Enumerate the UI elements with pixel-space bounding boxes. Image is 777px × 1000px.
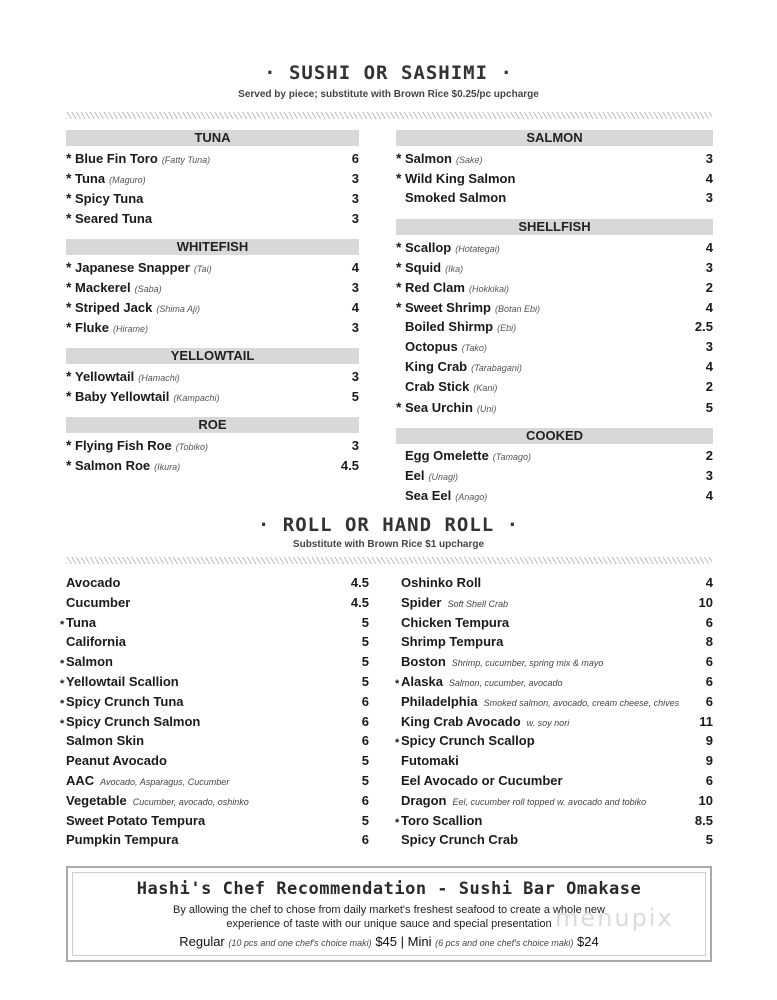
item-name: Sea Eel [405, 488, 452, 503]
menu-item [66, 210, 359, 230]
omakase-description: By allowing the chef to chose from daily market's freshest seafood to create a whole new experience of taste with our unique sauce and special presentation [173, 904, 605, 930]
omakase-regular-price: $45 [375, 934, 398, 949]
item-name: Philadelphia [401, 693, 478, 709]
menu-item [66, 368, 359, 388]
item-description: Avocado, Asparagus, Cucumber [100, 776, 230, 787]
sushi-right-column [396, 130, 713, 508]
menu-category [396, 130, 713, 210]
item-name: Spicy Tuna [75, 191, 144, 206]
raw-item-marker: * [66, 210, 72, 226]
menu-item [66, 279, 359, 299]
item-name: King Crab Avocado [401, 713, 521, 729]
roll-item [401, 575, 713, 595]
item-price: 4 [705, 171, 713, 186]
item-name: Blue Fin Toro [75, 151, 158, 166]
menu-item [66, 150, 359, 170]
item-price: 6 [361, 832, 369, 848]
item-name: Spicy Crunch Crab [401, 832, 519, 848]
item-japanese-name: (Kampachi) [173, 393, 220, 403]
item-name: Avocado [66, 575, 121, 590]
roll-right-column [395, 575, 713, 852]
menu-item [396, 399, 713, 419]
raw-item-marker: * [66, 368, 72, 384]
menu-item [66, 319, 359, 339]
menu-item [396, 259, 713, 279]
item-name: King Crab [405, 359, 468, 374]
item-name: Fluke [75, 320, 109, 335]
item-price: 3 [705, 151, 713, 166]
item-name: Salmon Roe [75, 458, 151, 473]
item-name: Sweet Shrimp [405, 300, 491, 315]
menu-item [396, 379, 713, 399]
raw-item-marker: * [396, 259, 402, 275]
item-japanese-name: (Hirame) [112, 324, 148, 334]
raw-item-marker: * [66, 299, 72, 315]
roll-item [66, 753, 369, 773]
item-price: 6 [705, 693, 713, 709]
omakase-pricing [73, 934, 705, 949]
raw-item-marker: * [66, 259, 72, 275]
roll-item [395, 812, 713, 833]
item-price: 3 [351, 211, 359, 226]
item-name: Chicken Tempura [401, 614, 510, 630]
roll-item [401, 634, 713, 654]
item-japanese-name: (Tobiko) [175, 442, 208, 452]
item-name: Smoked Salmon [405, 190, 507, 205]
item-price: 6 [361, 713, 369, 729]
item-price: 3 [351, 320, 359, 335]
item-price: 5 [705, 832, 713, 848]
item-description: Shrimp, cucumber, spring mix & mayo [451, 658, 604, 669]
omakase-mini-label: Mini [407, 934, 432, 949]
item-price: 6 [361, 733, 369, 749]
raw-item-marker: * [396, 239, 402, 255]
roll-item [66, 634, 369, 654]
menu-item [396, 319, 713, 339]
menu-item [396, 468, 713, 488]
roll-item [60, 673, 369, 694]
roll-item [66, 832, 369, 852]
item-price: 5 [361, 753, 369, 769]
roll-item [401, 773, 713, 793]
item-name: Dragon [401, 792, 447, 808]
item-name: Futomaki [401, 753, 459, 769]
item-japanese-name: (Anago) [455, 492, 488, 502]
item-price: 6 [705, 673, 713, 689]
item-name: Eel [405, 468, 425, 483]
menu-item [396, 170, 713, 190]
item-japanese-name: (Hamachi) [138, 373, 180, 383]
item-price: 9 [705, 733, 713, 749]
item-price: 10 [698, 792, 713, 808]
roll-section-title: · ROLL OR HAND ROLL · [257, 514, 520, 536]
item-price: 4 [705, 300, 713, 315]
roll-item [395, 673, 713, 694]
item-price: 3 [705, 260, 713, 275]
item-price: 5 [361, 772, 369, 788]
raw-item-marker: * [66, 457, 72, 473]
raw-item-marker: * [66, 437, 72, 453]
roll-item [395, 733, 713, 753]
item-name: Sea Urchin [405, 400, 473, 415]
item-name: Japanese Snapper [75, 260, 190, 275]
roll-item [401, 753, 713, 773]
item-price: 4.5 [350, 575, 369, 590]
omakase-separator: | [400, 934, 405, 949]
item-price: 9 [705, 753, 713, 769]
roll-item [401, 793, 713, 813]
item-price: 3 [351, 171, 359, 186]
item-price: 11 [699, 713, 713, 729]
item-price: 2 [705, 448, 713, 463]
item-name: Egg Omelette [405, 448, 489, 463]
zigzag-divider [66, 112, 712, 119]
item-price: 5 [351, 389, 359, 404]
category-header: TUNA [66, 130, 359, 146]
item-description: w. soy nori [526, 717, 570, 728]
item-price: 6 [705, 614, 713, 630]
item-price: 4.5 [340, 458, 359, 473]
item-name: Pumpkin Tempura [66, 832, 179, 848]
item-price: 2.5 [694, 319, 713, 334]
item-japanese-name: (Tarabagani) [471, 363, 522, 373]
item-description: Cucumber, avocado, oshinko [132, 796, 249, 807]
item-japanese-name: (Tako) [461, 343, 487, 353]
roll-item [401, 595, 713, 615]
item-description: Salmon, cucumber, avocado [448, 677, 563, 688]
menu-category [66, 348, 359, 408]
roll-item [66, 773, 369, 793]
item-japanese-name: (Fatty Tuna) [161, 155, 211, 165]
item-price: 8 [705, 634, 713, 650]
raw-item-marker: * [60, 717, 65, 730]
menu-item [66, 170, 359, 190]
omakase-title: Hashi's Chef Recommendation - Sushi Bar Omakase [136, 879, 642, 899]
roll-item [60, 654, 369, 674]
item-price: 3 [705, 339, 713, 354]
item-price: 4 [351, 300, 359, 315]
sushi-section-title: · SUSHI OR SASHIMI · [264, 62, 513, 84]
raw-item-marker: * [66, 150, 72, 166]
menu-category [66, 417, 359, 477]
item-price: 10 [698, 594, 713, 610]
sushi-section-subtitle: Served by piece; substitute with Brown Rice $0.25/pc upcharge [238, 89, 539, 100]
raw-item-marker: * [396, 279, 402, 295]
item-name: Yellowtail Scallion [66, 673, 179, 689]
item-name: Squid [405, 260, 442, 275]
item-name: Yellowtail [75, 369, 135, 384]
raw-item-marker: * [60, 677, 65, 690]
menu-item [66, 388, 359, 408]
watermark: menupix [555, 904, 674, 932]
item-name: Baby Yellowtail [75, 389, 170, 404]
roll-item [66, 813, 369, 833]
item-japanese-name: (Hotategai) [455, 244, 500, 254]
menu-item [396, 359, 713, 379]
roll-item [66, 575, 369, 595]
omakase-regular-note: (10 pcs and one chef's choice maki) [228, 938, 372, 948]
raw-item-marker: * [66, 170, 72, 186]
item-price: 2 [705, 379, 713, 394]
item-japanese-name: (Unagi) [428, 472, 459, 482]
item-price: 5 [361, 812, 369, 828]
item-price: 2 [705, 280, 713, 295]
item-price: 5 [361, 634, 369, 650]
item-price: 3 [705, 468, 713, 483]
item-name: Shrimp Tempura [401, 634, 504, 650]
menu-item [396, 150, 713, 170]
roll-section-subtitle: Substitute with Brown Rice $1 upcharge [292, 539, 485, 550]
menu-category [66, 239, 359, 339]
item-name: Spicy Crunch Salmon [66, 713, 201, 729]
menu-category [396, 428, 713, 508]
roll-item [66, 793, 369, 813]
item-price: 4 [705, 240, 713, 255]
item-price: 4 [705, 575, 713, 590]
item-name: Red Clam [405, 280, 465, 295]
roll-left-column [60, 575, 369, 852]
item-name: Salmon [66, 654, 113, 670]
item-japanese-name: (Ikura) [154, 462, 181, 472]
omakase-regular-label: Regular [179, 934, 225, 949]
roll-item [60, 713, 369, 734]
item-name: Spider [401, 594, 442, 610]
category-header: SALMON [396, 130, 713, 146]
category-header: SHELLFISH [396, 219, 713, 235]
item-price: 3 [705, 190, 713, 205]
item-price: 6 [361, 693, 369, 709]
item-japanese-name: (Ika) [445, 264, 464, 274]
menu-item [66, 190, 359, 210]
raw-item-marker: * [60, 618, 65, 631]
item-name: Vegetable [66, 792, 127, 808]
menu-item [66, 437, 359, 457]
item-price: 4 [351, 260, 359, 275]
raw-item-marker: * [60, 697, 65, 710]
zigzag-divider [66, 557, 712, 564]
item-price: 6 [361, 792, 369, 808]
roll-item [401, 615, 713, 635]
item-name: Spicy Crunch Scallop [401, 733, 535, 749]
omakase-mini-note: (6 pcs and one chef's choice maki) [435, 938, 574, 948]
item-name: Crab Stick [405, 379, 470, 394]
item-japanese-name: (Tamago) [492, 452, 531, 462]
item-japanese-name: (Ebi) [497, 323, 517, 333]
raw-item-marker: * [66, 319, 72, 335]
item-name: Scallop [405, 240, 452, 255]
raw-item-marker: * [395, 737, 400, 750]
item-name: Tuna [66, 614, 97, 630]
category-header: WHITEFISH [66, 239, 359, 255]
menu-item [396, 488, 713, 508]
item-japanese-name: (Maguro) [109, 175, 146, 185]
item-name: Seared Tuna [75, 211, 153, 226]
item-price: 4 [705, 488, 713, 503]
menu-item [396, 279, 713, 299]
item-japanese-name: (Uni) [476, 404, 497, 414]
raw-item-marker: * [66, 190, 72, 206]
item-price: 4.5 [350, 594, 369, 610]
item-name: Striped Jack [75, 300, 153, 315]
item-name: Toro Scallion [401, 812, 483, 828]
raw-item-marker: * [60, 658, 65, 671]
menu-category [66, 130, 359, 230]
item-price: 8.5 [694, 812, 713, 828]
item-price: 6 [705, 772, 713, 788]
item-description: Soft Shell Crab [447, 598, 508, 609]
raw-item-marker: * [396, 399, 402, 415]
item-description: Smoked salmon, avocado, cream cheese, chives [483, 697, 680, 708]
roll-item [66, 733, 369, 753]
menu-item [396, 448, 713, 468]
raw-item-marker: * [66, 279, 72, 295]
raw-item-marker: * [396, 150, 402, 166]
sushi-left-column [66, 130, 359, 477]
roll-item [401, 832, 713, 852]
item-price: 6 [351, 151, 359, 166]
item-name: Sweet Potato Tempura [66, 812, 206, 828]
item-name: California [66, 634, 126, 650]
item-name: Oshinko Roll [401, 575, 482, 590]
menu-item [66, 457, 359, 477]
category-header: YELLOWTAIL [66, 348, 359, 364]
item-price: 5 [361, 673, 369, 689]
raw-item-marker: * [395, 816, 400, 829]
roll-item [401, 714, 713, 734]
item-name: Mackerel [75, 280, 131, 295]
item-price: 4 [705, 359, 713, 374]
category-header: ROE [66, 417, 359, 433]
menu-item [396, 190, 713, 210]
item-name: Boiled Shirmp [405, 319, 494, 334]
item-price: 3 [351, 438, 359, 453]
item-japanese-name: (Shima Aji) [156, 304, 201, 314]
omakase-mini-price: $24 [577, 934, 599, 949]
item-name: AAC [66, 772, 95, 788]
menu-item [396, 339, 713, 359]
item-japanese-name: (Sake) [455, 155, 483, 165]
item-price: 5 [705, 400, 713, 415]
item-price: 5 [361, 614, 369, 630]
roll-item [60, 693, 369, 714]
item-name: Salmon [405, 151, 452, 166]
item-japanese-name: (Botan Ebi) [494, 304, 540, 314]
item-name: Tuna [75, 171, 106, 186]
item-price: 5 [361, 654, 369, 670]
roll-item [401, 694, 713, 714]
item-japanese-name: (Tai) [193, 264, 212, 274]
raw-item-marker: * [396, 170, 402, 186]
item-japanese-name: (Saba) [134, 284, 162, 294]
roll-item [401, 654, 713, 674]
menu-item [66, 259, 359, 279]
menu-item [396, 299, 713, 319]
raw-item-marker: * [66, 388, 72, 404]
item-price: 3 [351, 369, 359, 384]
item-name: Alaska [401, 673, 443, 689]
item-name: Eel Avocado or Cucumber [401, 772, 563, 788]
roll-item [60, 614, 369, 635]
item-price: 3 [351, 280, 359, 295]
roll-item [66, 595, 369, 615]
item-price: 3 [351, 191, 359, 206]
item-name: Salmon Skin [66, 733, 145, 749]
item-name: Cucumber [66, 594, 131, 610]
item-japanese-name: (Kani) [473, 383, 498, 393]
item-price: 6 [705, 654, 713, 670]
category-header: COOKED [396, 428, 713, 444]
raw-item-marker: * [395, 677, 400, 690]
item-name: Peanut Avocado [66, 753, 167, 769]
item-description: Eel, cucumber roll topped w. avocado and tobiko [452, 796, 647, 807]
raw-item-marker: * [396, 299, 402, 315]
item-name: Spicy Crunch Tuna [66, 693, 184, 709]
item-name: Boston [401, 654, 446, 670]
menu-item [66, 299, 359, 319]
item-name: Flying Fish Roe [75, 438, 172, 453]
menu-item [396, 239, 713, 259]
item-japanese-name: (Hokkikai) [468, 284, 509, 294]
item-name: Wild King Salmon [405, 171, 516, 186]
item-name: Octopus [405, 339, 458, 354]
menu-category [396, 219, 713, 419]
